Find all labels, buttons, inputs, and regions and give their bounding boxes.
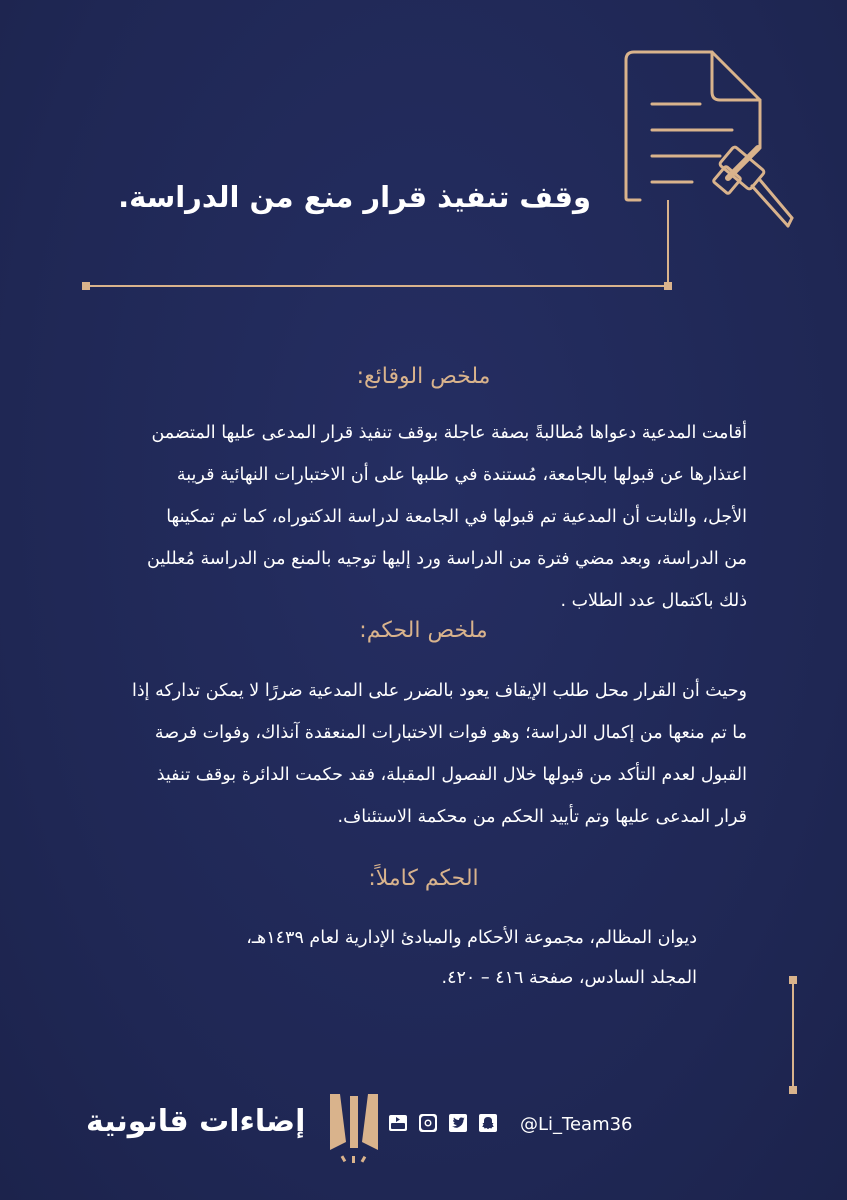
- facts-line: الأجل، والثابت أن المدعية تم قبولها في الجامعة لدراسة الدكتوراه، كما تم تمكينها: [166, 507, 747, 527]
- snapchat-icon[interactable]: [478, 1113, 498, 1133]
- facts-line: ذلك باكتمال عدد الطلاب .: [560, 591, 747, 611]
- brand-name: إضاءات قانونية: [86, 1104, 306, 1139]
- full-ruling-heading: الحكم كاملاً:: [368, 866, 479, 891]
- social-handle[interactable]: @Li_Team36: [520, 1114, 633, 1135]
- facts-line: اعتذارها عن قبولها بالجامعة، مُستندة في طلبها على أن الاختبارات النهائية قريبة: [176, 465, 747, 485]
- youtube-icon[interactable]: [388, 1113, 408, 1133]
- page-title: وقف تنفيذ قرار منع من الدراسة.: [118, 180, 591, 214]
- ruling-line: قرار المدعى عليها وتم تأييد الحكم من محكمة الاستئناف.: [337, 807, 747, 827]
- ruling-line: وحيث أن القرار محل طلب الإيقاف يعود بالضرر على المدعية ضررًا لا يمكن تداركه إذا: [132, 681, 747, 701]
- facts-line: أقامت المدعية دعواها مُطالبةً بصفة عاجلة بوقف تنفيذ قرار المدعى عليها المتضمن: [151, 423, 747, 443]
- facts-line: من الدراسة، وبعد مضي فترة من الدراسة ورد إليها توجيه بالمنع من الدراسة مُعللين: [146, 549, 747, 569]
- source-line: ديوان المظالم، مجموعة الأحكام والمبادئ الإدارية لعام ١٤٣٩هـ،: [246, 928, 697, 948]
- ruling-line: القبول لعدم التأكد من قبولها خلال الفصول المقبلة، فقد حكمت الدائرة بوقف تنفيذ: [156, 765, 747, 785]
- ruling-line: ما تم منعها من إكمال الدراسة؛ وهو فوات الاختبارات المنعقدة آنذاك، وفوات فرصة: [154, 723, 747, 743]
- instagram-icon[interactable]: [418, 1113, 438, 1133]
- twitter-icon[interactable]: [448, 1113, 468, 1133]
- source-line: المجلد السادس، صفحة ٤١٦ – ٤٢٠.: [441, 968, 697, 988]
- facts-heading: ملخص الوقائع:: [356, 364, 491, 389]
- ruling-heading: ملخص الحكم:: [359, 618, 488, 643]
